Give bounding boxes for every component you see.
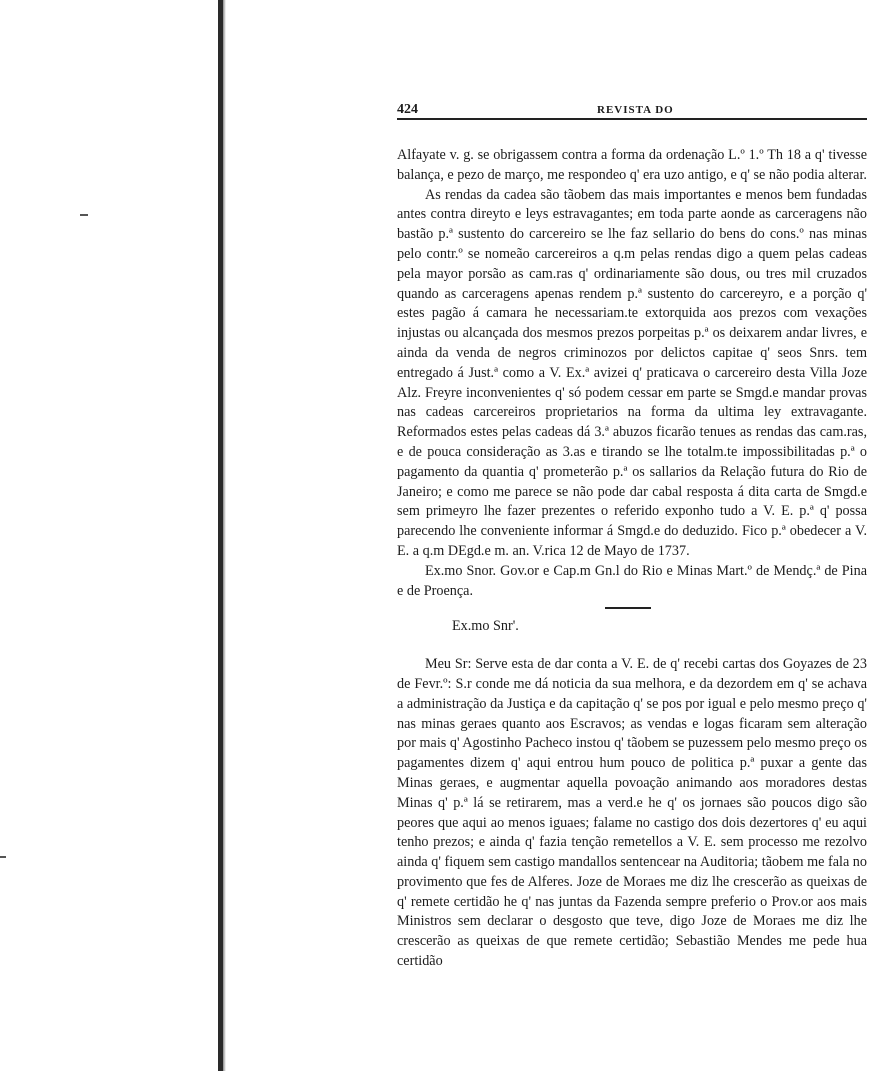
book-page bbox=[397, 96, 867, 972]
paragraph: Meu Sr: Serve esta de dar conta a V. E. de q' recebi cartas dos Goyazes de 23 de Fevr.º: S.r conde me dá noticia da sua melhora, e da dezordem em q' se achava a administração da Justiça e da capitação q' se pos por igual e pelo mesmo preço q' nas minas geraes quanto aos Escravos; as vendas e logas ficaram sem alteração por mais q' Agostinho Pacheco instou q' tãobem se puzessem pelo mesmo preço os pagamentes dizem q' aqui entrou hum pouco de politica p.ª puxar a gente das Minas geraes, e augmentar aquella povoação animando aos moradores destas Minas q' p.ª lá se retirarem, mas a verd.e he q' os jornaes são poucos digo são peores que aqui ao menos iguaes; falame no castigo dos dois dezertores q' eu aqui tenho prezos; e ainda q' fazia tenção remetellos a V. E. sem processo me rezolvo ainda q' fiquem sem castigo mandallos sentencear na Auditoria; tãobem me fala no provimento que fes de Alferes. Joze de Moraes me diz lhe crescerão as queixas de q' remete certidão he q' nas juntas da Fazenda sempre preferio o Prov.or aos mais Ministros sem declarar o desgosto que teve, digo Joze de Moraes me diz lhe crescerão as queixas de que remete certidão; Sebastião Mendes me pede hua certidão bbox=[397, 656, 867, 970]
scan-speck bbox=[0, 856, 6, 858]
signature-line: Ex.mo Snor. Gov.or e Cap.m Gn.l do Rio e Minas Mart.º de Mendç.ª de Pina e de Proença. bbox=[397, 562, 867, 599]
salutation: Ex.mo Snr'. bbox=[452, 618, 519, 635]
running-title: REVISTA DO bbox=[597, 104, 674, 116]
paragraph: As rendas da cadea são tãobem das mais importantes e menos bem fundadas antes contra direyto e leys estravagantes; em toda parte aonde as carceragens não bastão p.ª sustento do carcereiro se lhe faz sellario do bens do cons.º nas minas pelo contr.º se nomeão carcereiros a q.m pelas rendas digo a quem pelas cadeas pela mayor porsão as cam.ras q' ordinariamente são dous, ou tres mil cruzados quando as carceragens apenas rendem p.ª sustento do carcereyro, e a porção q' estes pagão á camara he necessariam.te extorquida aos prezos com vexações injustas ou alcançada dos mesmos prezos porpeitas p.ª os deixarem andar livres, e ainda da venda de negros criminozos por delictos capitae q' seos Snrs. tem entregado á Just.ª como a V. Ex.ª avizei q' praticava o carcereiro desta Villa Joze Alz. Freyre inconvenientes q' só podem cessar em parte se Smgd.e mandar provas nas cadeas carcereiros proprietarios na forma da ultima ley extravagante. Reformados estes pelas cadeas dá 3.ª abuzos ficarão tenues as rendas das cam.ras, e de pouca consideração as 3.as e tirando se lhe totalm.te impossibilitadas p.ª o pagamento da quantia q' prometerão p.ª os sallarios da Relação futura do Rio de Janeiro; e como me parece se não pode dar cabal resposta á dita carta de Smgd.e sem primeyro lhe fazer prezentes o referido exponho tudo a V. E. p.ª q' possa parecendo lhe conveniente informar á Smgd.e do deduzido. Fico p.ª obedecer a V. E. a q.m DEgd.e m. an. V.rica 12 de Mayo de 1737. bbox=[397, 186, 867, 559]
scan-speck bbox=[80, 214, 88, 216]
scan-margin bbox=[0, 0, 226, 1071]
page-number: 424 bbox=[397, 102, 418, 117]
section-divider bbox=[605, 607, 651, 609]
letter-one bbox=[397, 146, 867, 601]
paragraph: Alfayate v. g. se obrigassem contra a forma da ordenação L.º 1.º Th 18 a q' tivesse balança, e pezo de março, me respondeo q' era uzo antigo, e q' se não podia alterar. bbox=[397, 147, 867, 183]
gutter-shadow bbox=[223, 0, 226, 1071]
page-header bbox=[397, 96, 867, 120]
letter-two bbox=[397, 655, 867, 972]
